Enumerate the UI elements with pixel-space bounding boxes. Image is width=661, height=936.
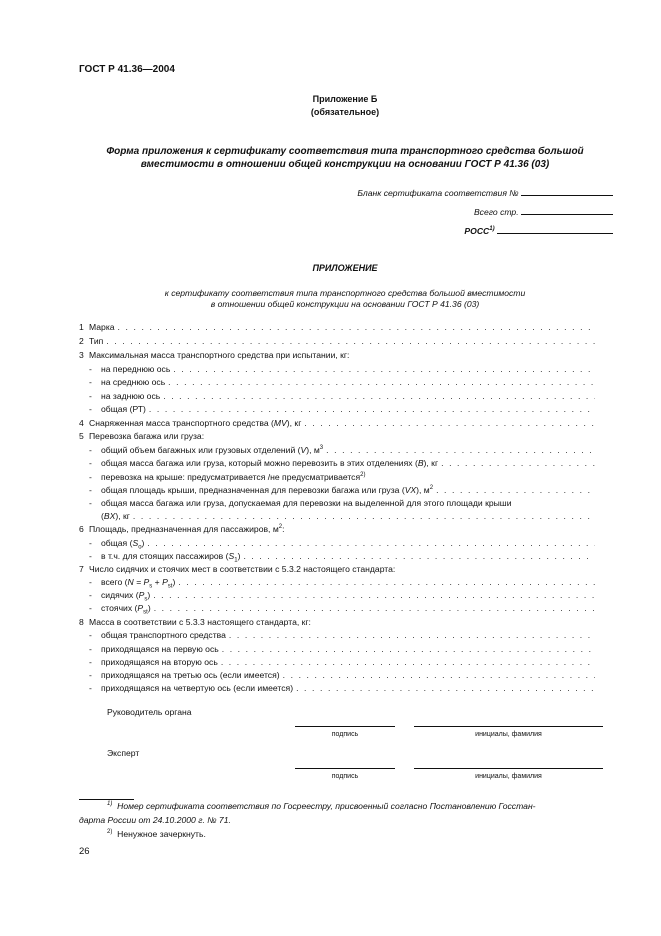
item-number: 2: [79, 336, 84, 346]
item-number: 6: [79, 524, 84, 534]
item-5c-row: [89, 471, 595, 484]
item-5-row: [79, 430, 595, 443]
item-number: 3: [79, 350, 84, 360]
dot-leader: [304, 417, 595, 430]
dash: -: [89, 445, 92, 455]
dot-leader: [147, 537, 595, 550]
dash: -: [89, 472, 92, 482]
ross-label: РОСС: [464, 226, 490, 236]
head-signature-caption: подпись: [331, 731, 359, 738]
item-8b-row: [89, 643, 595, 656]
dot-leader: [441, 457, 595, 470]
item-7-label: Число сидячих и стоячих мест в соответствии с 5.3.2 настоящего стандарта:: [89, 564, 396, 574]
item-7b-row: [89, 589, 595, 602]
expert-label: Эксперт: [107, 748, 140, 758]
dot-leader: [222, 643, 595, 656]
dash: -: [89, 603, 92, 613]
item-8-row: [79, 616, 595, 629]
item-3b-label: на среднюю ось: [101, 377, 166, 387]
page-number: 26: [79, 846, 90, 857]
item-5a-row: [89, 444, 595, 457]
certificate-form-field: [357, 186, 613, 198]
footnote-1-mark: 1): [107, 801, 113, 808]
dash: -: [89, 458, 92, 468]
item-5b-row: [89, 457, 595, 470]
item-8a-label: общая транспортного средства: [101, 630, 226, 640]
ross-footnote-mark: 1): [489, 226, 495, 233]
dot-leader: [436, 484, 595, 497]
dash: -: [89, 404, 92, 414]
form-title-line2: вместимости в отношении общей конструкции на основании ГОСТ Р 41.36 (03): [140, 159, 550, 170]
total-pages-label: Всего стр.: [473, 207, 519, 217]
item-6-row: [79, 523, 595, 536]
expert-signature-line: [295, 768, 395, 769]
dash: -: [89, 364, 92, 374]
item-3-label: Максимальная масса транспортного средства при испытании, кг:: [89, 350, 350, 360]
item-3d-label: общая (РТ): [101, 404, 146, 414]
item-7c-label: стоячих $(P_{st})$: [101, 603, 151, 615]
dot-leader: [296, 682, 595, 695]
footnote-1-line2: дарта России от 24.10.2000 г. № 71.: [79, 815, 231, 825]
dot-leader: [243, 550, 595, 563]
item-5e-cont-row: [101, 510, 595, 523]
annex-status: (обязательное): [310, 107, 380, 117]
dot-leader: [133, 510, 595, 523]
dot-leader: [283, 669, 595, 682]
item-7c-row: [89, 602, 595, 615]
total-pages-field: [474, 205, 613, 217]
item-4-label: Снаряженная масса транспортного средства (MV), кг: [89, 418, 302, 428]
item-3b-row: [89, 376, 595, 389]
item-8-label: Масса в соответствии с 5.3.3 настоящего стандарта, кг:: [89, 617, 311, 627]
item-6a-label: общая $(S_o)$: [101, 538, 145, 550]
ross-blank: [497, 224, 613, 234]
dash: -: [89, 577, 92, 587]
item-6b-label: в т.ч. для стоящих пассажиров $(S_1)$: [101, 551, 241, 563]
item-7b-label: сидячих $(P_s)$: [101, 590, 151, 602]
total-pages-blank: [521, 205, 613, 215]
dot-leader: [163, 390, 595, 403]
item-number: 1: [79, 322, 84, 332]
dash: -: [89, 657, 92, 667]
head-signature-line: [295, 726, 395, 727]
item-8e-label: приходящаяся на четвертую ось (если имеется): [101, 683, 294, 693]
dot-leader: [326, 444, 595, 457]
dash: -: [89, 630, 92, 640]
item-7a-row: [89, 576, 595, 589]
dot-leader: [229, 629, 595, 642]
item-8c-row: [89, 656, 595, 669]
item-1-label: Марка: [89, 322, 115, 332]
item-3d-row: [89, 403, 595, 416]
dash: -: [89, 485, 92, 495]
dash: -: [89, 391, 92, 401]
item-5d-label: общая площадь крыши, предназначенная для перевозки багажа или груза (VX), $м^2$: [101, 485, 434, 495]
dot-leader: [178, 576, 595, 589]
item-3c-row: [89, 390, 595, 403]
appendix-heading: ПРИЛОЖЕНИЕ: [312, 263, 378, 273]
item-2-row: [79, 335, 595, 348]
certificate-form-blank: [521, 186, 613, 196]
item-7a-label: всего $(N = P_s + P_{st})$: [101, 577, 176, 589]
dot-leader: [168, 376, 595, 389]
item-4-row: [79, 417, 595, 430]
item-3a-label: на переднюю ось: [101, 364, 171, 374]
dash: -: [89, 683, 92, 693]
item-8b-label: приходящаяся на первую ось: [101, 644, 219, 654]
item-6a-row: [89, 537, 595, 550]
appendix-subtitle-line2: в отношении общей конструкции на основании ГОСТ Р 41.36 (03): [210, 299, 480, 309]
dash: -: [89, 498, 92, 508]
item-number: 7: [79, 564, 84, 574]
item-2-label: Тип: [89, 336, 104, 346]
item-6b-row: [89, 550, 595, 563]
item-number: 5: [79, 431, 84, 441]
head-name-caption: инициалы, фамилия: [475, 731, 542, 738]
expert-name-line: [414, 768, 603, 769]
head-name-line: [414, 726, 603, 727]
item-3a-row: [89, 363, 595, 376]
dot-leader: [149, 403, 595, 416]
dot-leader: [106, 335, 595, 348]
item-5e-label: общая масса багажа или груза, допускаемая для перевозки на выделенной для этого площади крыши: [101, 498, 512, 508]
dot-leader: [154, 602, 595, 615]
item-8d-row: [89, 669, 595, 682]
dash: -: [89, 377, 92, 387]
dash: -: [89, 538, 92, 548]
item-7-row: [79, 563, 595, 576]
item-6-label: Площадь, предназначенная для пассажиров, $м^2$:: [89, 524, 285, 534]
footnote-1-line1: $^{1)}$ Номер сертификата соответствия по Госреестру, присвоенный согласно Постановлению Госстан-: [107, 801, 536, 811]
expert-signature-caption: подпись: [331, 773, 359, 780]
head-of-body-label: Руководитель органа: [107, 707, 192, 717]
item-number: 4: [79, 418, 84, 428]
ross-field: [464, 224, 613, 236]
item-5e-row: [89, 497, 595, 510]
footnote-separator: [79, 799, 134, 800]
item-5-label: Перевозка багажа или груза:: [89, 431, 205, 441]
dash: -: [89, 644, 92, 654]
item-5d-row: [89, 484, 595, 497]
dot-leader: [153, 589, 595, 602]
item-8a-row: [89, 629, 595, 642]
document-code: ГОСТ Р 41.36—2004: [79, 64, 175, 75]
footnote-2-mark: 2): [107, 829, 113, 836]
expert-name-caption: инициалы, фамилия: [475, 773, 542, 780]
dash: -: [89, 670, 92, 680]
dash: -: [89, 590, 92, 600]
dot-leader: [118, 321, 595, 334]
annex-title: Приложение Б: [312, 94, 378, 104]
item-5c-label: перевозка на крыше: предусматривается /не предусматривается$^{2)}$: [101, 472, 366, 482]
item-3-row: [79, 349, 595, 362]
dot-leader: [221, 656, 595, 669]
item-3c-label: на заднюю ось: [101, 391, 161, 401]
certificate-form-label: Бланк сертификата соответствия №: [357, 188, 519, 198]
item-8e-row: [89, 682, 595, 695]
item-number: 8: [79, 617, 84, 627]
footnote-2: $^{2)}$ Ненужное зачеркнуть.: [107, 829, 206, 839]
appendix-subtitle-line1: к сертификату соответствия типа транспортного средства большой вместимости: [164, 288, 526, 298]
item-8d-label: приходящаяся на третью ось (если имеется): [101, 670, 280, 680]
item-5e-label-cont: (BX), кг: [101, 511, 130, 521]
item-8c-label: приходящаяся на вторую ось: [101, 657, 218, 667]
dot-leader: [173, 363, 595, 376]
form-title-line1: Форма приложения к сертификату соответствия типа транспортного средства большой: [106, 146, 584, 157]
dash: -: [89, 551, 92, 561]
item-1-row: [79, 321, 595, 334]
item-5a-label: общий объем багажных или грузовых отделений (V), $м^3$: [101, 445, 324, 455]
item-5b-label: общая масса багажа или груза, который можно перевозить в этих отделениях (B), кг: [101, 458, 439, 468]
